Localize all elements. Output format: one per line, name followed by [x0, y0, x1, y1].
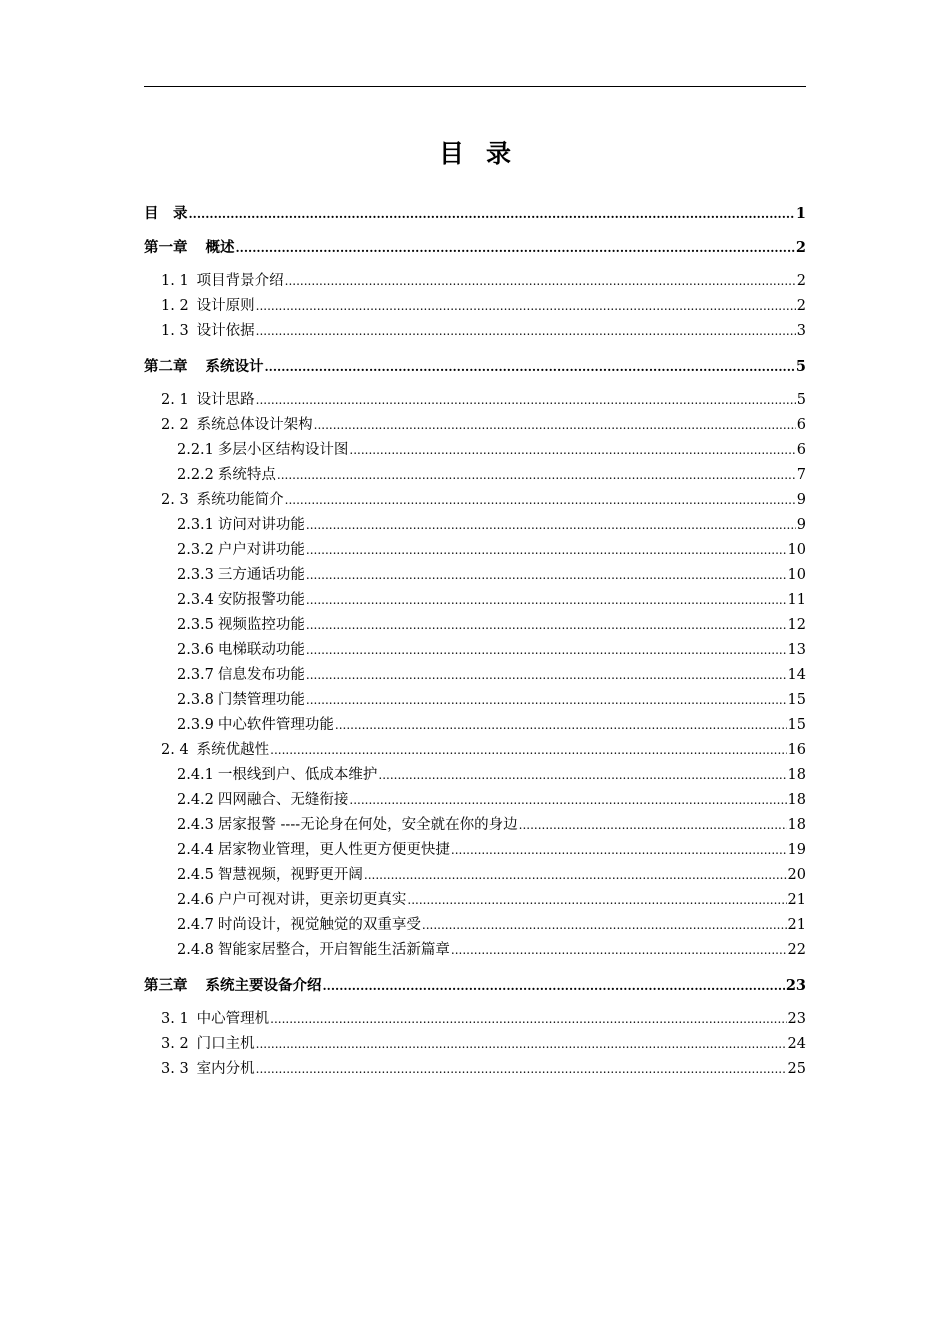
toc-entry[interactable] — [144, 517, 806, 534]
toc-entry-text: 系统设计 — [205, 358, 264, 375]
toc-entry-number: 第三章 — [144, 977, 188, 994]
toc-entry-text: 设计依据 — [196, 323, 255, 339]
toc-page-number: 5 — [795, 358, 806, 375]
toc-page-number: 12 — [787, 617, 806, 633]
toc-entry-text: 四网融合、无缝衔接 — [217, 792, 349, 808]
toc-leader-dots — [314, 417, 796, 434]
toc-page-number: 10 — [787, 542, 806, 558]
toc-leader-dots — [364, 867, 787, 884]
toc-leader-dots — [256, 1036, 787, 1053]
toc-entry-number: 2.3.1 — [177, 517, 214, 533]
toc-entry-text: 时尚设计，视觉触觉的双重享受 — [217, 917, 421, 933]
toc-entry-text: 居家报警 ----无论身在何处，安全就在你的身边 — [217, 817, 518, 833]
toc-entry-number: 2.2.1 — [177, 442, 214, 458]
toc-page-number: 15 — [787, 692, 806, 708]
toc-entry-number: 2.4.6 — [177, 892, 214, 908]
toc-page-number: 20 — [787, 867, 806, 883]
toc-entry-text: 户户可视对讲，更亲切更真实 — [217, 892, 407, 908]
toc-entry-text: 信息发布功能 — [217, 667, 305, 683]
toc-page-number: 24 — [787, 1036, 806, 1052]
toc-entry[interactable] — [144, 417, 806, 434]
toc-entry-number: 1. 3 — [161, 323, 189, 339]
toc-page-number: 7 — [796, 467, 806, 483]
toc-entry[interactable] — [144, 592, 806, 609]
toc-entry-text: 中心管理机 — [196, 1011, 270, 1027]
toc-entry-text: 系统主要设备介绍 — [205, 977, 322, 994]
toc-page-number: 6 — [796, 417, 806, 433]
toc-page-number: 21 — [787, 892, 806, 908]
toc-leader-dots — [256, 392, 796, 409]
toc-page-number: 15 — [787, 717, 806, 733]
toc-entry-number: 2.3.4 — [177, 592, 214, 608]
toc-page-number: 14 — [787, 667, 806, 683]
toc-entry-number: 目 录 — [144, 205, 188, 222]
toc-page-number: 18 — [787, 767, 806, 783]
toc-entry-label — [161, 392, 255, 409]
toc-entry-number: 2.3.2 — [177, 542, 214, 558]
toc-entry-text: 多层小区结构设计图 — [217, 442, 349, 458]
toc-page-number: 19 — [787, 842, 806, 858]
toc-entry-label — [144, 358, 264, 375]
toc-entry-label — [161, 1061, 255, 1078]
toc-entry-number: 2. 4 — [161, 742, 189, 758]
toc-entry-label — [177, 467, 276, 484]
toc-entry-number: 第一章 — [144, 239, 188, 256]
toc-entry-label — [177, 442, 348, 459]
toc-entry-label — [177, 817, 518, 834]
toc-leader-dots — [451, 942, 787, 959]
toc-entry-text: 设计思路 — [196, 392, 255, 408]
toc-entry-number: 2.4.5 — [177, 867, 214, 883]
toc-leader-dots — [349, 792, 786, 809]
toc-entry-label — [144, 977, 322, 994]
toc-entry-text: 门口主机 — [196, 1036, 255, 1052]
toc-entry-number: 3. 2 — [161, 1036, 189, 1052]
toc-entry[interactable] — [144, 867, 806, 884]
toc-entry[interactable] — [144, 667, 806, 684]
toc-entry-label — [177, 917, 421, 934]
toc-entry[interactable] — [144, 542, 806, 559]
toc-page-number: 10 — [787, 567, 806, 583]
toc-entry-text: 门禁管理功能 — [217, 692, 305, 708]
toc-entry-label — [177, 642, 305, 659]
toc-page-number: 18 — [787, 817, 806, 833]
toc-entry-text: 视频监控功能 — [217, 617, 305, 633]
toc-entry[interactable] — [144, 767, 806, 784]
toc-entry-number: 2. 3 — [161, 492, 189, 508]
toc-entry-label — [144, 205, 188, 222]
toc-entry-label — [161, 417, 313, 434]
toc-entry[interactable] — [144, 842, 806, 859]
toc-entry[interactable] — [144, 692, 806, 709]
toc-leader-dots — [407, 892, 786, 909]
toc-entry-number: 2.2.2 — [177, 467, 214, 483]
toc-entry-label — [161, 298, 255, 315]
toc-page-number: 2 — [796, 298, 806, 314]
toc-entry-label — [177, 692, 305, 709]
toc-entry-label — [144, 239, 235, 256]
title-char: 目 — [438, 139, 464, 168]
toc-entry-text: 室内分机 — [196, 1061, 255, 1077]
toc-entry-text: 系统功能简介 — [196, 492, 284, 508]
toc-entry-number: 第二章 — [144, 358, 188, 375]
toc-entry-number: 2.3.8 — [177, 692, 214, 708]
toc-leader-dots — [422, 917, 787, 934]
toc-entry-label — [161, 1036, 255, 1053]
toc-leader-dots — [306, 517, 796, 534]
toc-entry[interactable] — [144, 1036, 806, 1053]
toc-page-number: 25 — [787, 1061, 806, 1077]
toc-entry[interactable] — [144, 323, 806, 340]
toc-entry-label — [161, 1011, 269, 1028]
toc-entry-text: 系统优越性 — [196, 742, 270, 758]
toc-page-number: 18 — [787, 792, 806, 808]
toc-leader-dots — [256, 298, 796, 315]
toc-page-number: 9 — [796, 517, 806, 533]
toc-entry[interactable] — [144, 1061, 806, 1078]
toc-entry[interactable] — [144, 717, 806, 734]
toc-leader-dots — [236, 239, 795, 257]
toc-entry-text: 系统特点 — [217, 467, 276, 483]
toc-leader-dots — [519, 817, 787, 834]
toc-entry-text: 三方通话功能 — [217, 567, 305, 583]
page-title — [0, 134, 950, 170]
toc-page-number: 6 — [796, 442, 806, 458]
toc-leader-dots — [323, 977, 785, 995]
toc-leader-dots — [265, 358, 795, 376]
toc-page-number: 21 — [787, 917, 806, 933]
toc-leader-dots — [277, 467, 796, 484]
toc-entry-number: 2.3.7 — [177, 667, 214, 683]
toc-entry[interactable] — [144, 205, 806, 223]
toc-entry-text: 电梯联动功能 — [217, 642, 305, 658]
toc-entry[interactable] — [144, 617, 806, 634]
toc-entry-label — [161, 273, 284, 290]
toc-entry[interactable] — [144, 977, 806, 995]
toc-entry[interactable] — [144, 492, 806, 509]
toc-entry-text: 智能家居整合，开启智能生活新篇章 — [217, 942, 450, 958]
toc-entry[interactable] — [144, 567, 806, 584]
toc-entry[interactable] — [144, 892, 806, 909]
toc-entry[interactable] — [144, 467, 806, 484]
toc-entry-text: 设计原则 — [196, 298, 255, 314]
toc-page-number: 5 — [796, 392, 806, 408]
toc-entry-label — [177, 667, 305, 684]
toc-entry-label — [177, 567, 305, 584]
toc-entry[interactable] — [144, 942, 806, 959]
toc-entry-text: 概述 — [205, 239, 235, 256]
toc-entry-label — [177, 517, 305, 534]
toc-entry[interactable] — [144, 358, 806, 376]
toc-entry-number: 1. 1 — [161, 273, 189, 289]
toc-entry-number: 2.3.6 — [177, 642, 214, 658]
toc-entry-number: 2.3.5 — [177, 617, 214, 633]
toc-entry-number: 2. 1 — [161, 392, 189, 408]
toc-page-number: 11 — [787, 592, 806, 608]
toc-leader-dots — [285, 492, 796, 509]
toc-entry[interactable] — [144, 442, 806, 459]
toc-page-number: 23 — [787, 1011, 806, 1027]
toc-entry[interactable] — [144, 1011, 806, 1028]
toc-page-number: 2 — [796, 273, 806, 289]
toc-entry[interactable] — [144, 392, 806, 409]
toc-entry-label — [177, 717, 334, 734]
toc-leader-dots — [256, 1061, 787, 1078]
toc-entry-label — [177, 592, 305, 609]
header-rule — [144, 86, 806, 87]
toc-page-number: 1 — [795, 205, 806, 222]
toc-entry-number: 2.4.4 — [177, 842, 214, 858]
toc-entry-text: 访问对讲功能 — [217, 517, 305, 533]
toc-page-number: 23 — [785, 977, 806, 994]
toc-leader-dots — [451, 842, 787, 859]
toc-page-number: 3 — [796, 323, 806, 339]
toc-entry-label — [177, 767, 377, 784]
toc-entry[interactable] — [144, 817, 806, 834]
toc-leader-dots — [306, 667, 787, 684]
toc-leader-dots — [306, 542, 787, 559]
toc-entry-label — [177, 542, 305, 559]
toc-entry-label — [177, 792, 348, 809]
title-char: 录 — [486, 139, 512, 168]
toc-entry-label — [161, 323, 255, 340]
toc-entry-label — [161, 492, 284, 509]
toc-entry-label — [177, 942, 450, 959]
toc-entry-number: 2.4.2 — [177, 792, 214, 808]
toc-leader-dots — [285, 273, 796, 290]
toc-entry-text: 智慧视频，视野更开阔 — [217, 867, 363, 883]
toc-page-number: 22 — [787, 942, 806, 958]
toc-entry-number: 2. 2 — [161, 417, 189, 433]
toc-page-number: 2 — [795, 239, 806, 256]
toc-leader-dots — [306, 692, 787, 709]
toc-entry-text: 项目背景介绍 — [196, 273, 284, 289]
toc-entry-text: 户户对讲功能 — [217, 542, 305, 558]
toc-leader-dots — [189, 205, 795, 223]
toc-entry-label — [177, 842, 450, 859]
toc-entry[interactable] — [144, 239, 806, 257]
toc-leader-dots — [306, 617, 787, 634]
toc-leader-dots — [270, 1011, 786, 1028]
toc-entry-number: 2.4.3 — [177, 817, 214, 833]
toc-entry-number: 3. 1 — [161, 1011, 189, 1027]
toc-entry[interactable] — [144, 742, 806, 759]
toc-leader-dots — [335, 717, 787, 734]
toc-leader-dots — [306, 642, 787, 659]
toc-entry-number: 2.3.3 — [177, 567, 214, 583]
toc-entry-number: 3. 3 — [161, 1061, 189, 1077]
toc-entry-number: 2.4.8 — [177, 942, 214, 958]
toc-entry[interactable] — [144, 917, 806, 934]
toc-entry-label — [177, 617, 305, 634]
toc-page-number: 13 — [787, 642, 806, 658]
toc-leader-dots — [306, 592, 787, 609]
toc-entry-number: 2.4.7 — [177, 917, 214, 933]
toc-entry-text: 系统总体设计架构 — [196, 417, 313, 433]
toc-leader-dots — [256, 323, 796, 340]
toc-entry-text: 安防报警功能 — [217, 592, 305, 608]
toc-entry-number: 2.4.1 — [177, 767, 214, 783]
toc-leader-dots — [378, 767, 786, 784]
toc-entry-label — [177, 892, 406, 909]
toc-entry-number: 2.3.9 — [177, 717, 214, 733]
toc-entry-text: 居家物业管理，更人性更方便更快捷 — [217, 842, 450, 858]
toc-entry-number: 1. 2 — [161, 298, 189, 314]
toc-page-number: 9 — [796, 492, 806, 508]
toc-entry-label — [177, 867, 363, 884]
toc-entry-text: 中心软件管理功能 — [217, 717, 334, 733]
toc-entry[interactable] — [144, 273, 806, 290]
toc-entry-text: 一根线到户、低成本维护 — [217, 767, 378, 783]
toc-leader-dots — [349, 442, 795, 459]
toc-entry[interactable] — [144, 642, 806, 659]
toc-entry[interactable] — [144, 792, 806, 809]
toc-entry-label — [161, 742, 269, 759]
toc-page-number: 16 — [787, 742, 806, 758]
toc-leader-dots — [270, 742, 786, 759]
toc-entry[interactable] — [144, 298, 806, 315]
toc-leader-dots — [306, 567, 787, 584]
